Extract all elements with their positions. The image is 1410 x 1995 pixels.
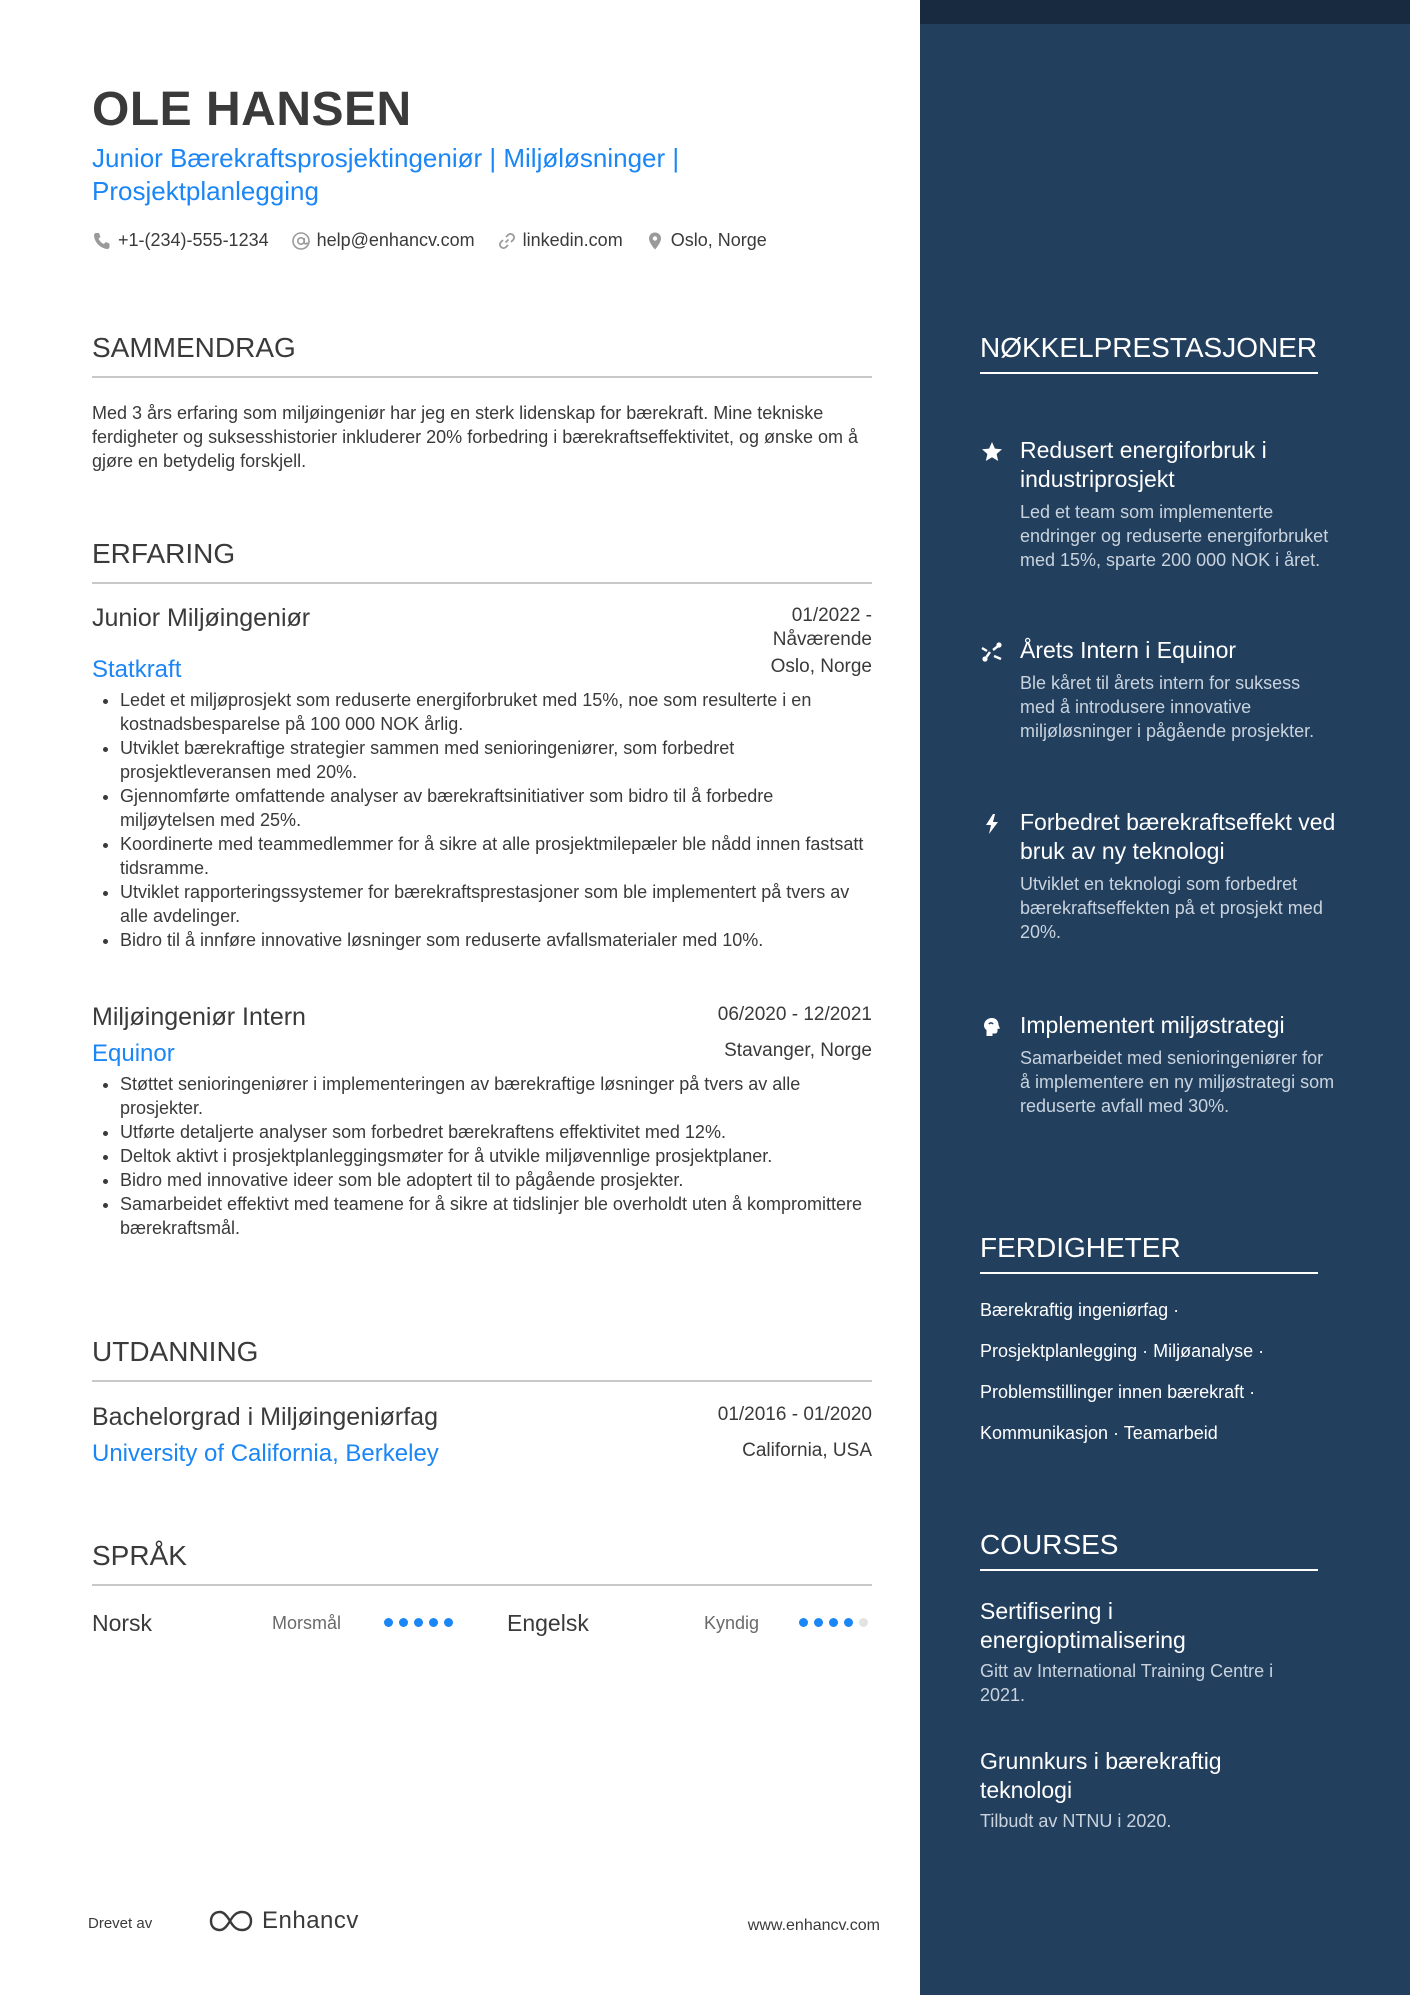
skill-line: Prosjektplanlegging · Miljøanalyse · [980, 1341, 1265, 1361]
languages-row [92, 1610, 872, 1640]
achievement-desc: Utviklet en teknologi som forbedret bærekraftseffekten på et prosjekt med 20%. [1020, 874, 1323, 942]
contact-email[interactable] [291, 230, 475, 251]
lightning-icon [980, 812, 1004, 836]
course-title: Grunnkurs i bærekraftig teknologi [980, 1748, 1222, 1803]
language-rating [384, 1618, 459, 1627]
email-text: help@enhancv.com [316, 230, 475, 250]
phone-text: +1-(234)-555-1234 [118, 230, 269, 250]
achievement-desc: Led et team som implementerte endringer og reduserte energiforbruket med 15%, sparte 200 000 NOK i året. [1020, 502, 1329, 570]
language-level: Kyndig [704, 1613, 760, 1633]
rating-dot-filled [814, 1618, 823, 1627]
contact-bar [92, 230, 789, 251]
enhancv-logo-icon [208, 1908, 254, 1934]
skill-line: Kommunikasjon · Teamarbeid [980, 1423, 1218, 1443]
job-bullet: • Utviklet bærekraftige strategier sammen med senioringeniører, som forbedret prosjektleveransen med 20%. [120, 736, 872, 784]
skills-list [980, 1290, 1320, 1454]
job-title: Junior Miljøingeniør [92, 604, 311, 632]
rating-dot-filled [399, 1618, 408, 1627]
course-desc: Tilbudt av NTNU i 2020. [980, 1811, 1172, 1831]
rating-dot-filled [444, 1618, 453, 1627]
degree: Bachelorgrad i Miljøingeniørfag [92, 1403, 438, 1431]
link-icon [497, 231, 517, 251]
enhancv-logo-text: Enhancv [262, 1907, 359, 1934]
enhancv-logo[interactable] [208, 1907, 359, 1935]
language-name: Norsk [92, 1610, 153, 1636]
rating-dot-filled [844, 1618, 853, 1627]
achievement-title: Implementert miljøstrategi [1020, 1012, 1285, 1038]
section-title-experience: ERFARING [92, 538, 872, 584]
language-rating [799, 1618, 874, 1627]
section-title-courses: COURSES [980, 1527, 1318, 1571]
job-location: Oslo, Norge [770, 656, 872, 677]
section-title-achievements: NØKKELPRESTASJONER [980, 330, 1318, 374]
language-level: Morsmål [272, 1613, 342, 1633]
at-icon [291, 231, 311, 251]
language-name: Engelsk [507, 1610, 589, 1636]
education-date: 01/2016 - 01/2020 [717, 1404, 872, 1425]
job-company[interactable]: Equinor [92, 1040, 175, 1067]
summary-text: Med 3 års erfaring som miljøingeniør har jeg en sterk lidenskap for bærekraft. Mine tekniske ferdigheter og suksesshistorier inkluderer 20% forbedring i bærekraftseffektivitet, og ønske om å gjøre en betydelig forskjell. [92, 403, 859, 471]
powered-by-label: Drevet av [88, 1915, 153, 1932]
rating-dot-filled [384, 1618, 393, 1627]
candidate-name: OLE HANSEN [92, 83, 412, 136]
job-bullet: • Deltok aktivt i prosjektplanleggingsmøter for å utvikle miljøvennlige prosjektplaner. [120, 1144, 872, 1168]
job-bullets [92, 1072, 872, 1240]
achievement-title: Redusert energiforbruk i industriprosjekt [1020, 437, 1267, 492]
job-title: Miljøingeniør Intern [92, 1003, 306, 1031]
job-date-start: 01/2022 - [791, 605, 872, 626]
job-date [773, 604, 872, 652]
skill-line: Problemstillinger innen bærekraft · [980, 1382, 1256, 1402]
achievement-desc: Samarbeidet med senioringeniører for å implementere en ny miljøstrategi som reduserte avfall med 30%. [1020, 1048, 1335, 1116]
location-text: Oslo, Norge [670, 230, 767, 250]
achievement-desc: Ble kåret til årets intern for suksess med å introdusere innovative miljøløsninger i pågående prosjekter. [1020, 673, 1315, 741]
course-item [980, 1597, 1320, 1707]
contact-location [645, 230, 767, 251]
section-title-skills: FERDIGHETER [980, 1230, 1318, 1274]
job-company[interactable]: Statkraft [92, 656, 182, 683]
achievement-title: Årets Intern i Equinor [1020, 637, 1237, 663]
job-bullet: • Bidro til å innføre innovative løsninger som reduserte avfallsmaterialer med 10%. [120, 928, 872, 952]
rating-dot-empty [859, 1618, 868, 1627]
job-bullet: • Ledet et miljøprosjekt som reduserte energiforbruket med 15%, noe som resulterte i en kostnadsbesparelse på 100 000 NOK årlig. [120, 688, 872, 736]
sidebar-top-bar [920, 0, 1410, 24]
star-icon [980, 440, 1004, 464]
course-desc: Gitt av International Training Centre i 2021. [980, 1661, 1274, 1705]
linkedin-text: linkedin.com [522, 230, 623, 250]
job-bullets [92, 688, 872, 952]
contact-linkedin[interactable] [497, 230, 623, 251]
skill-line: Bærekraftig ingeniørfag · [980, 1300, 1180, 1320]
school-location: California, USA [742, 1440, 872, 1461]
job-bullet: • Utviklet rapporteringssystemer for bærekraftsprestasjoner som ble implementert på tvers av alle avdelinger. [120, 880, 872, 928]
section-title-languages: SPRÅK [92, 1540, 872, 1586]
contact-phone[interactable] [92, 230, 269, 251]
job-location: Stavanger, Norge [724, 1040, 872, 1061]
achievement-title: Forbedret bærekraftseffekt ved bruk av ny teknologi [1020, 809, 1336, 864]
section-title-summary: SAMMENDRAG [92, 332, 872, 378]
job-bullet: • Bidro med innovative ideer som ble adoptert til to pågående prosjekter. [120, 1168, 872, 1192]
job-entry [92, 1003, 872, 1240]
job-date: 06/2020 - 12/2021 [717, 1004, 872, 1025]
headline: Junior Bærekraftsprosjektingeniør | Miljøløsninger | Prosjektplanlegging [92, 143, 680, 206]
job-bullet: • Støttet senioringeniører i implementeringen av bærekraftige løsninger på tvers av alle prosjekter. [120, 1072, 872, 1120]
phone-icon [92, 231, 112, 251]
section-title-education: UTDANNING [92, 1336, 872, 1382]
course-item [980, 1747, 1320, 1833]
education-entry [92, 1403, 872, 1468]
rating-dot-filled [429, 1618, 438, 1627]
sidebar [920, 0, 1410, 1995]
job-bullet: • Samarbeidet effektivt med teamene for å sikre at tidslinjer ble overholdt uten å kompromittere bærekraftsmål. [120, 1192, 872, 1240]
footer [88, 1905, 880, 1945]
job-entry [92, 604, 872, 952]
brain-icon [980, 1015, 1004, 1039]
school[interactable]: University of California, Berkeley [92, 1440, 439, 1467]
course-title: Sertifisering i energioptimalisering [980, 1598, 1186, 1653]
achievement-item [980, 436, 1338, 572]
achievement-item [980, 636, 1338, 743]
job-bullet: • Gjennomførte omfattende analyser av bærekraftsinitiativer som bidro til å forbedre miljøytelsen med 25%. [120, 784, 872, 832]
rating-dot-filled [829, 1618, 838, 1627]
location-pin-icon [645, 231, 665, 251]
rating-dot-filled [799, 1618, 808, 1627]
intern-award-icon [980, 640, 1004, 664]
job-bullet: • Koordinerte med teammedlemmer for å sikre at alle prosjektmilepæler ble nådd innen fastsatt tidsramme. [120, 832, 872, 880]
achievement-item [980, 808, 1338, 944]
rating-dot-filled [414, 1618, 423, 1627]
achievement-item [980, 1011, 1338, 1118]
job-bullet: • Utførte detaljerte analyser som forbedret bærekraftens effektivitet med 12%. [120, 1120, 872, 1144]
footer-url[interactable]: www.enhancv.com [747, 1917, 880, 1934]
job-date-end: Nåværende [772, 629, 872, 650]
